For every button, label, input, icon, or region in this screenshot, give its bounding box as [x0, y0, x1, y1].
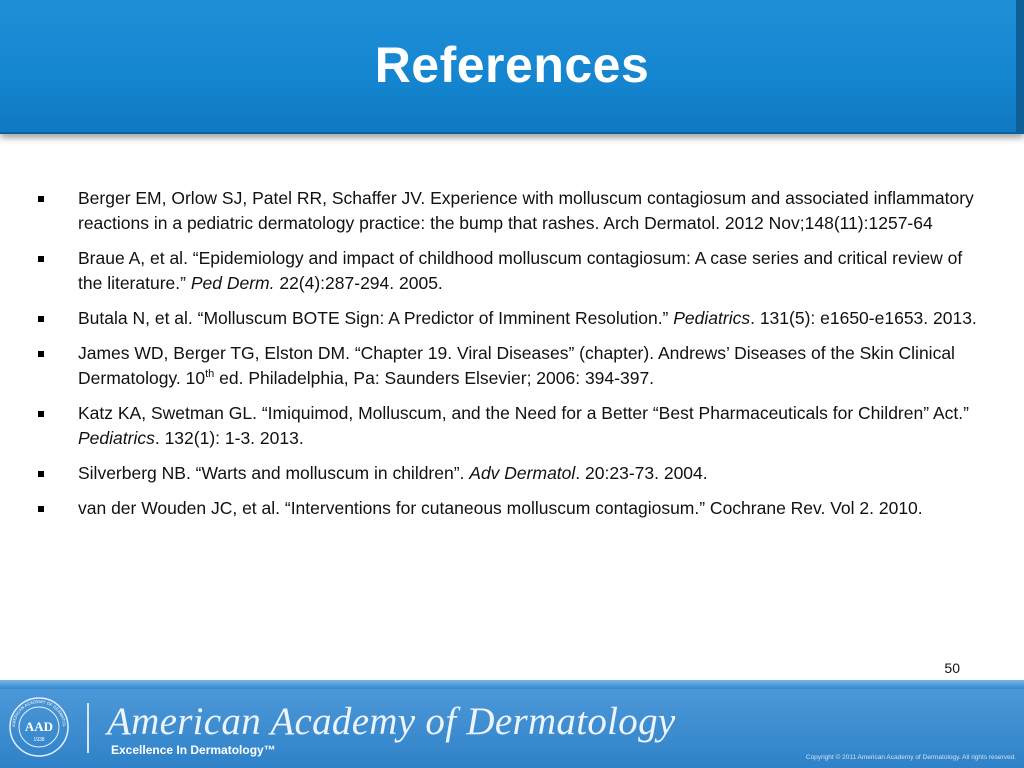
- svg-text:AMERICAN ACADEMY OF DERMATOLOG: AMERICAN ACADEMY OF DERMATOL: [10, 698, 68, 728]
- slide-title: References: [374, 37, 650, 93]
- ordinal-suffix: th: [205, 368, 215, 381]
- reference-item: [38, 341, 983, 391]
- svg-text:1938: 1938: [33, 737, 45, 743]
- reference-text: . 20:23-73. 2004.: [575, 463, 708, 483]
- reference-item: [38, 306, 983, 331]
- bullet-square-icon: [38, 256, 44, 262]
- reference-text: ed. Philadelphia, Pa: Saunders Elsevier; 2006: 394-397.: [214, 368, 655, 388]
- bullet-square-icon: [38, 506, 44, 512]
- reference-item: [38, 496, 983, 521]
- reference-text: Katz KA, Swetman GL. “Imiquimod, Molluscum, and the Need for a Better “Best Pharmaceuticals for Children” Act.”: [78, 403, 969, 423]
- reference-text: van der Wouden JC, et al. “Interventions for cutaneous molluscum contagiosum.” Cochrane Rev. Vol 2. 2010.: [78, 498, 923, 518]
- reference-text: Butala N, et al. “Molluscum BOTE Sign: A Predictor of Imminent Resolution.”: [78, 308, 674, 328]
- reference-item: [38, 186, 983, 236]
- footer-banner: [0, 689, 1024, 768]
- organization-name: American Academy of Dermatology: [107, 700, 676, 743]
- reference-text: Silverberg NB. “Warts and molluscum in children”.: [78, 463, 470, 483]
- reference-item: [38, 461, 983, 486]
- aad-seal-logo: [8, 696, 70, 758]
- journal-title: Adv Dermatol: [469, 463, 576, 483]
- reference-item: [38, 401, 983, 451]
- reference-list: [38, 186, 983, 531]
- bullet-square-icon: [38, 471, 44, 477]
- svg-text:AAD: AAD: [24, 719, 54, 734]
- reference-item: [38, 246, 983, 296]
- bullet-square-icon: [38, 316, 44, 322]
- reference-text: 22(4):287-294. 2005.: [274, 273, 443, 293]
- bullet-square-icon: [38, 411, 44, 417]
- journal-title: Ped Derm.: [190, 273, 275, 293]
- journal-title: Pediatrics: [673, 308, 751, 328]
- title-bar: [0, 0, 1024, 134]
- reference-text: Berger EM, Orlow SJ, Patel RR, Schaffer JV. Experience with molluscum contagiosum and associated inflammatory reactions in a pediatric dermatology practice: the bump that rashes. Arch Dermatol. 2012 Nov;148(11):1257-64: [78, 188, 974, 233]
- reference-text: Braue A, et al. “Epidemiology and impact of childhood molluscum contagiosum: A case series and critical review of the literature.”: [78, 248, 963, 293]
- organization-tagline: Excellence In Dermatology™: [111, 743, 276, 757]
- footer-strip: [0, 680, 1024, 689]
- bullet-square-icon: [38, 196, 44, 202]
- copyright-notice: Copyright © 2011 American Academy of Dermatology. All rights reserved.: [805, 754, 1016, 761]
- reference-text: . 131(5): e1650-e1653. 2013.: [750, 308, 977, 328]
- bullet-square-icon: [38, 351, 44, 357]
- reference-text: . 132(1): 1-3. 2013.: [154, 428, 304, 448]
- footer-divider: [87, 703, 89, 753]
- journal-title: Pediatrics: [78, 428, 155, 448]
- page-number: 50: [944, 660, 960, 676]
- reference-text: James WD, Berger TG, Elston DM. “Chapter 19. Viral Diseases” (chapter). Andrews’ Diseases of the Skin Clinical Dermatology. 10: [78, 343, 955, 388]
